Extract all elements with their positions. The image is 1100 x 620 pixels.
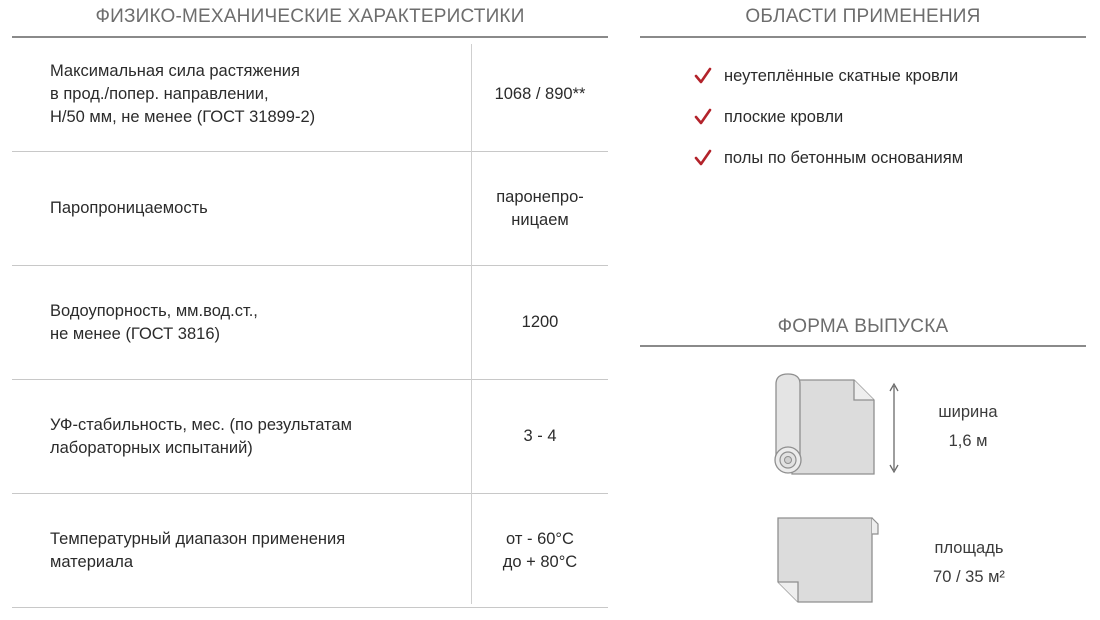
application-item-label: плоские кровли	[724, 107, 844, 126]
spec-label-line: в прод./попер. направлении,	[50, 85, 269, 103]
spec-value	[472, 38, 608, 151]
spec-label	[50, 266, 470, 379]
application-item-label: неутеплённые скатные кровли	[724, 66, 959, 85]
application-item	[694, 146, 963, 170]
spec-value-line: 3 - 4	[523, 427, 557, 445]
roll-icon	[770, 372, 882, 480]
spec-row	[12, 38, 608, 152]
spec-value	[472, 266, 608, 379]
spec-label	[50, 38, 470, 151]
spec-row	[12, 266, 608, 380]
application-item	[694, 105, 843, 129]
spec-label	[50, 494, 470, 607]
spec-value-line: паронепро-	[496, 187, 584, 206]
checkmark-icon	[694, 149, 712, 167]
release-form-section-title: ФОРМА ВЫПУСКА	[777, 316, 949, 337]
application-item-label: полы по бетонным основаниям	[724, 148, 964, 167]
specs-section-title: ФИЗИКО-МЕХАНИЧЕСКИЕ ХАРАКТЕРИСТИКИ	[95, 6, 525, 27]
spec-row	[12, 380, 608, 494]
area-value: 70 / 35 м²	[933, 568, 1005, 586]
width-value: 1,6 м	[948, 432, 988, 450]
sheet-icon	[774, 514, 880, 606]
spec-label-line: Н/50 мм, не менее (ГОСТ 31899-2)	[50, 108, 316, 126]
area-label-text: площадь	[934, 539, 1004, 557]
spec-row	[12, 494, 608, 608]
area-label	[914, 534, 1024, 592]
application-item	[694, 64, 958, 88]
release-form-title-rule	[640, 345, 1086, 347]
column-divider	[471, 44, 472, 604]
spec-label	[50, 152, 470, 265]
spec-label	[50, 380, 470, 493]
checkmark-icon	[694, 67, 712, 85]
width-label-text: ширина	[938, 403, 998, 421]
spec-row	[12, 152, 608, 266]
width-label	[920, 398, 1016, 456]
applications-section-title: ОБЛАСТИ ПРИМЕНЕНИЯ	[745, 6, 981, 27]
applications-title-rule	[640, 36, 1086, 38]
spec-label-line: материала	[50, 552, 134, 571]
spec-label-line: лабораторных испытаний)	[50, 438, 253, 457]
spec-label-line: Паропроницаемость	[50, 199, 208, 217]
width-arrow-icon	[886, 382, 902, 474]
spec-value	[472, 494, 608, 607]
spec-label-line: Максимальная сила растяжения	[50, 62, 300, 80]
spec-label-line: Водоупорность, мм.вод.ст.,	[50, 301, 258, 320]
spec-value-line: от - 60°С	[506, 529, 574, 548]
spec-value	[472, 380, 608, 493]
spec-value-line: до + 80°С	[502, 552, 578, 571]
spec-label-line: не менее (ГОСТ 3816)	[50, 324, 221, 343]
spec-value-line: ницаем	[511, 210, 569, 229]
checkmark-icon	[694, 108, 712, 126]
spec-value-line: 1200	[521, 313, 559, 331]
spec-value-line: 1068 / 890**	[494, 85, 586, 103]
spec-label-line: УФ-стабильность, мес. (по результатам	[50, 415, 352, 434]
spec-value	[472, 152, 608, 265]
spec-label-line: Температурный диапазон применения	[50, 529, 346, 548]
